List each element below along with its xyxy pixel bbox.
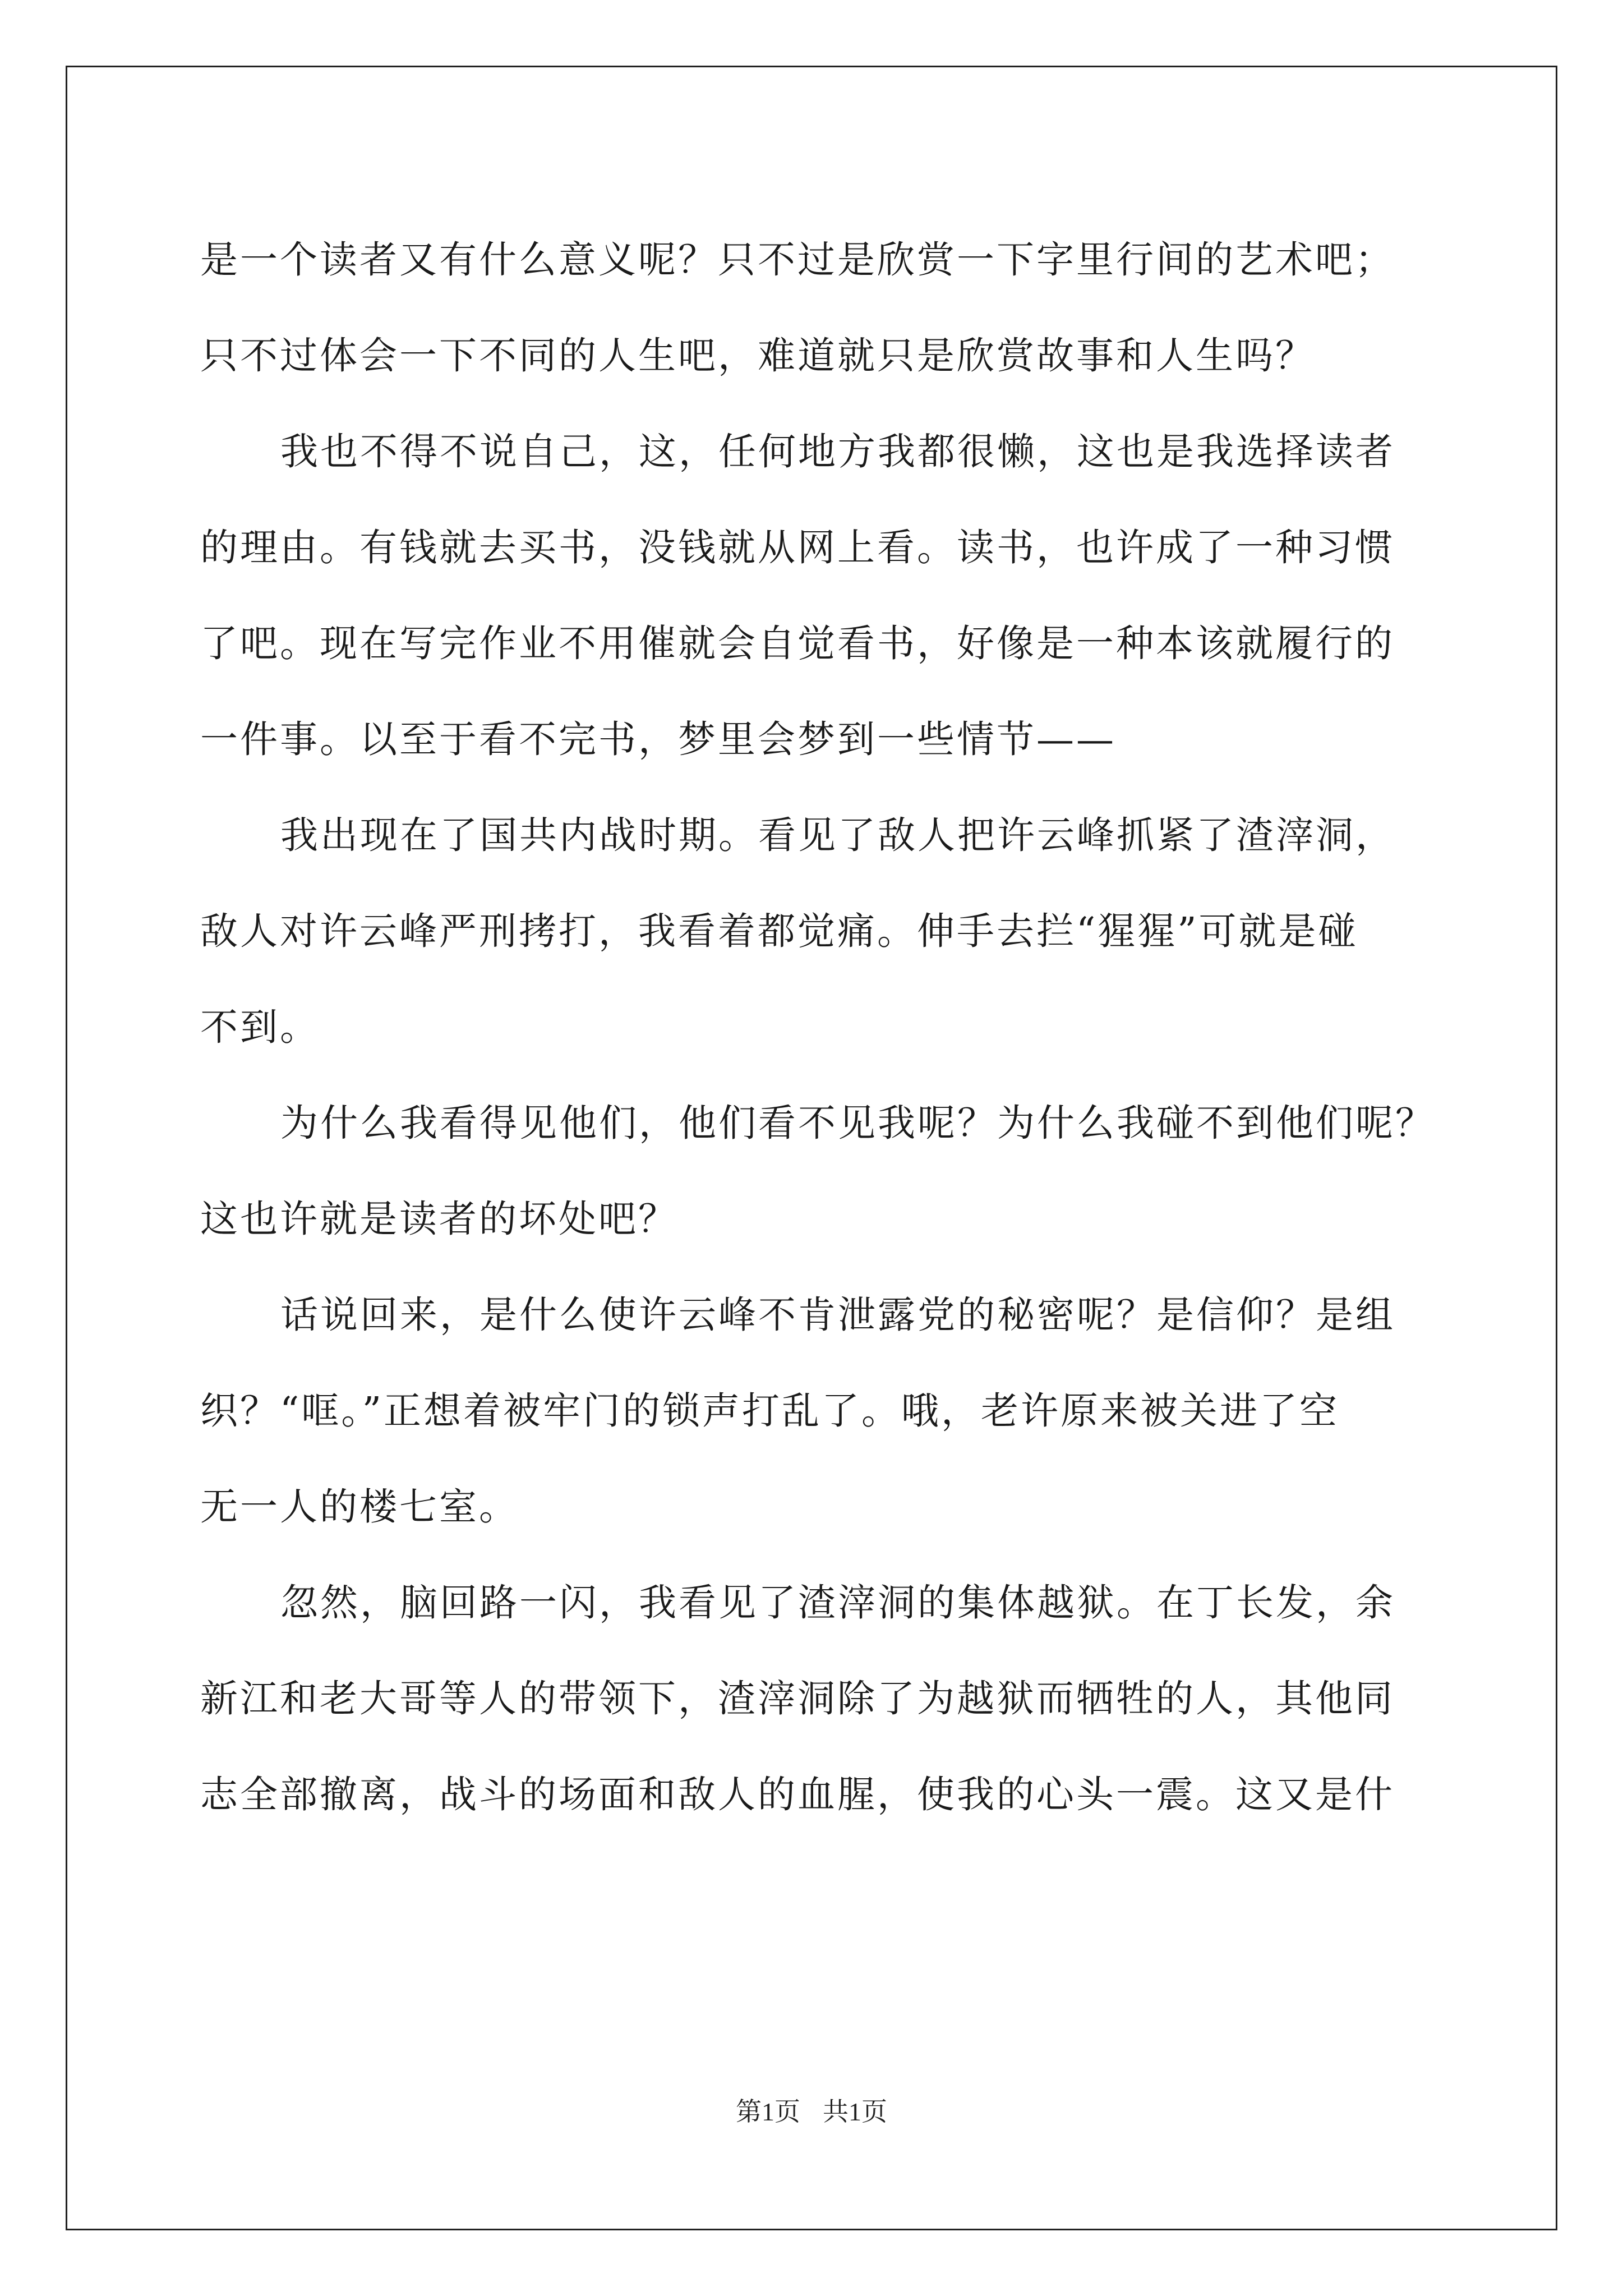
text-line: 我也不得不说自己，这，任何地方我都很懒，这也是我选择读者 <box>280 430 1395 473</box>
text-line: 的理由。有钱就去买书，没钱就从网上看。读书，也许成了一种习惯 <box>200 526 1395 569</box>
text-line: 不到。 <box>200 1005 320 1049</box>
text-line: 为什么我看得见他们，他们看不见我呢？为什么我碰不到他们呢？ <box>280 1101 1435 1145</box>
text-line: 我出现在了国共内战时期。看见了敌人把许云峰抓紧了渣滓洞， <box>280 813 1395 857</box>
text-line: 忽然，脑回路一闪，我看见了渣滓洞的集体越狱。在丁长发，余 <box>280 1581 1395 1625</box>
document-body <box>200 212 1442 1843</box>
text-line: 志全部撤离，战斗的场面和敌人的血腥，使我的心头一震。这又是什 <box>200 1773 1395 1816</box>
page-number-total: 共1页 <box>823 2097 887 2126</box>
text-line: 一件事。以至于看不完书，梦里会梦到一些情节—— <box>200 717 1116 761</box>
text-line: 话说回来，是什么使许云峰不肯泄露党的秘密呢？是信仰？是组 <box>280 1293 1395 1337</box>
text-line: 只不过体会一下不同的人生吧，难道就只是欣赏故事和人生吗？ <box>200 334 1315 378</box>
text-line: 织？“哐。”正想着被牢门的锁声打乱了。哦，老许原来被关进了空 <box>200 1389 1340 1433</box>
text-line: 这也许就是读者的坏处吧？ <box>200 1197 678 1241</box>
text-line: 无一人的楼七室。 <box>200 1485 519 1529</box>
page-number-current: 第1页 <box>736 2097 800 2126</box>
text-line: 新江和老大哥等人的带领下，渣滓洞除了为越狱而牺牲的人，其他同 <box>200 1677 1395 1720</box>
page-footer <box>0 2095 1623 2129</box>
text-line: 敌人对许云峰严刑拷打，我看着都觉痛。伸手去拦“猩猩”可就是碰 <box>200 909 1358 953</box>
text-line: 了吧。现在写完作业不用催就会自觉看书，好像是一种本该就履行的 <box>200 622 1395 665</box>
text-line: 是一个读者又有什么意义呢？只不过是欣赏一下字里行间的艺术吧； <box>200 238 1395 282</box>
